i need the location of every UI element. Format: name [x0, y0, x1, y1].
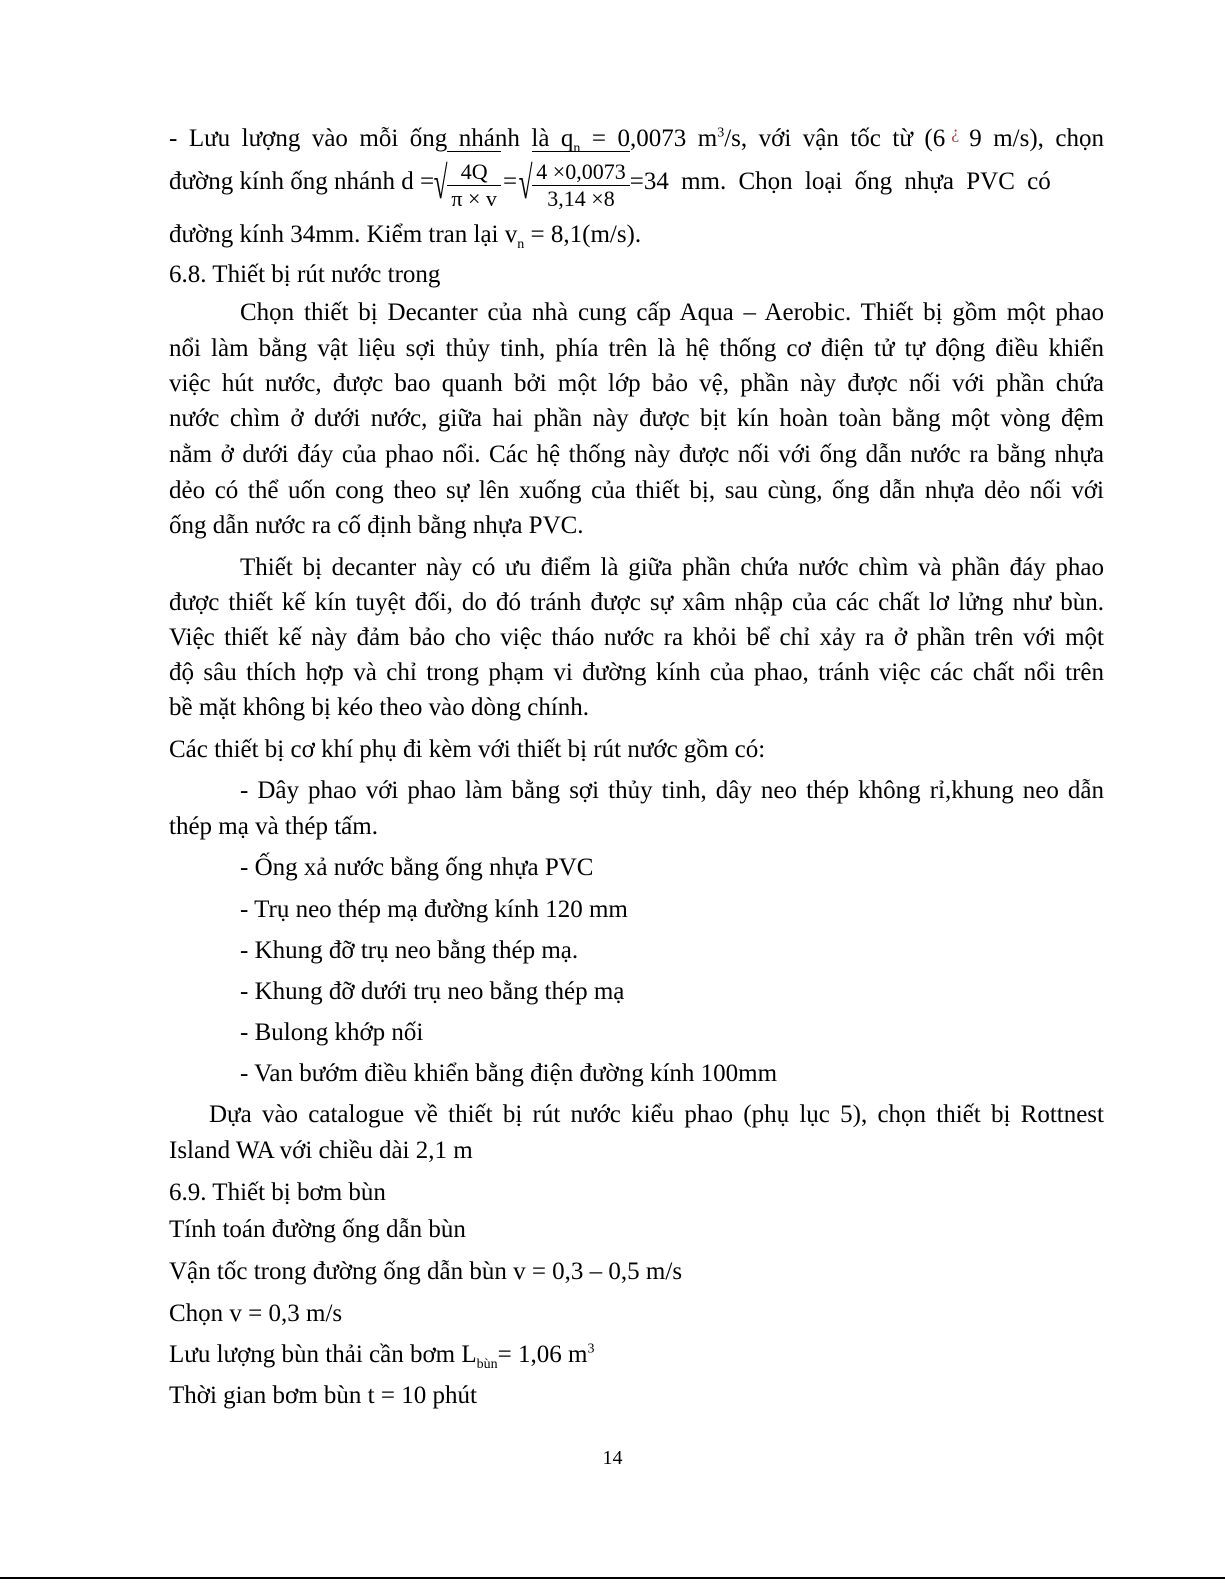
- paragraph-line: Chọn thiết bị Decanter của nhà cung cấp Aqua – Aerobic. Thiết bị gồm một phao: [240, 299, 1104, 326]
- paragraph-line: Việc thiết kế này đảm bảo cho việc tháo nước ra khỏi bể chỉ xảy ra ở phần trên với một: [169, 624, 1104, 651]
- paragraph-line: nước chìm ở dưới nước, giữa hai phần này được bịt kín hoàn toàn bằng một vòng đệm: [169, 405, 1104, 432]
- heading-6-8: 6.8. Thiết bị rút nước trong: [169, 261, 441, 288]
- text: đường kính ống nhánh d =: [169, 168, 435, 195]
- text: - Lưu lượng vào mỗi ống nhánh là q: [169, 125, 574, 152]
- fraction-denominator: 3,14 ×8: [547, 185, 615, 211]
- paragraph-line: Dựa vào catalogue về thiết bị rút nước kiểu phao (phụ lục 5), chọn thiết bị Rottnest: [209, 1101, 1104, 1128]
- text: =34 mm. Chọn loại ống nhựa PVC có: [629, 168, 1051, 195]
- superscript: 3: [717, 125, 725, 141]
- text: = 1,06 m: [497, 1341, 588, 1368]
- fraction-numerator: 4Q: [447, 159, 501, 186]
- paragraph-line: Island WA với chiều dài 2,1 m: [169, 1137, 473, 1164]
- text: = 0,0073 m: [580, 125, 718, 152]
- paragraph-line: Thiết bị decanter này có ưu điểm là giữa phần chứa nước chìm và phần đáy phao: [240, 554, 1104, 581]
- diameter-formula-line: [169, 150, 1104, 216]
- sludge-pipe-title: Tính toán đường ống dẫn bùn: [169, 1216, 466, 1243]
- list-item: - Khung đỡ trụ neo bằng thép mạ.: [240, 937, 579, 964]
- subscript: n: [517, 237, 525, 252]
- text: 9 m/s), chọn: [969, 125, 1104, 152]
- check-velocity-line: [169, 217, 1104, 253]
- list-item: - Dây phao với phao làm bằng sợi thủy tinh, dây neo thép không rỉ,khung neo dẫn: [240, 777, 1104, 804]
- accessories-intro: Các thiết bị cơ khí phụ đi kèm với thiết bị rút nước gồm có:: [169, 736, 766, 763]
- paragraph-line: độ sâu thích hợp và chỉ trong phạm vi đường kính của phao, tránh việc các chất nổi trên: [169, 659, 1104, 686]
- fraction-numeric: [532, 159, 629, 212]
- unknown-glyph: ¿: [951, 122, 960, 142]
- text: = 8,1(m/s).: [524, 221, 642, 248]
- pump-time: Thời gian bơm bùn t = 10 phút: [169, 1382, 477, 1409]
- fraction-4q-over-pi-v: [447, 159, 501, 212]
- list-item: - Ống xả nước bằng ống nhựa PVC: [240, 854, 594, 881]
- list-item-continuation: thép mạ và thép tấm.: [169, 813, 378, 840]
- sqrt-sign: √: [433, 157, 448, 209]
- subscript: bùn: [476, 1357, 498, 1372]
- subscript: n: [573, 141, 581, 156]
- paragraph-line: bề mặt không bị kéo theo vào dòng chính.: [169, 694, 590, 721]
- text: /s, với vận tốc từ (6: [724, 125, 946, 152]
- text: Lưu lượng bùn thải cần bơm L: [169, 1341, 477, 1368]
- sludge-flow-line: [169, 1337, 1104, 1373]
- paragraph-line: dẻo có thể uốn cong theo sự lên xuống của thiết bị, sau cùng, ống dẫn nhựa dẻo nối với: [169, 477, 1104, 504]
- paragraph-line: ống dẫn nước ra cố định bằng nhựa PVC.: [169, 512, 584, 539]
- sqrt-body: [532, 151, 629, 216]
- paragraph-line: nằm ở dưới đáy của phao nổi. Các hệ thống này được nối với ống dẫn nước ra bằng nhựa: [169, 441, 1104, 468]
- fraction-denominator: π × v: [451, 185, 497, 211]
- sqrt-sign: √: [518, 157, 533, 209]
- paragraph-line: nổi làm bằng vật liệu sợi thủy tinh, phía trên là hệ thống cơ điện tử tự động điều khiển: [169, 335, 1104, 362]
- velocity-choice: Chọn v = 0,3 m/s: [169, 1300, 343, 1327]
- paragraph-line: được thiết kế kín tuyệt đối, do đó tránh được sự xâm nhập của các chất lơ lửng như bùn.: [169, 589, 1104, 616]
- sqrt-body: [447, 151, 501, 216]
- text: đường kính 34mm. Kiểm tran lại v: [169, 221, 518, 248]
- heading-6-9: 6.9. Thiết bị bơm bùn: [169, 1179, 386, 1206]
- paragraph-line: việc hút nước, được bao quanh bởi một lớp bảo vệ, phần này được nối với phần chứa: [169, 370, 1104, 397]
- list-item: - Van bướm điều khiển bằng điện đường kính 100mm: [240, 1060, 778, 1087]
- equals-sign: =: [502, 168, 518, 195]
- page-number: 14: [602, 1447, 623, 1469]
- bottom-rule: [0, 1577, 1225, 1579]
- superscript: 3: [587, 1341, 595, 1357]
- list-item: - Trụ neo thép mạ đường kính 120 mm: [240, 896, 628, 923]
- list-item: - Bulong khớp nối: [240, 1019, 424, 1046]
- fraction-numerator: 4 ×0,0073: [532, 159, 629, 186]
- velocity-range: Vận tốc trong đường ống dẫn bùn v = 0,3 – 0,5 m/s: [169, 1258, 683, 1285]
- list-item: - Khung đỡ dưới trụ neo bằng thép mạ: [240, 978, 625, 1005]
